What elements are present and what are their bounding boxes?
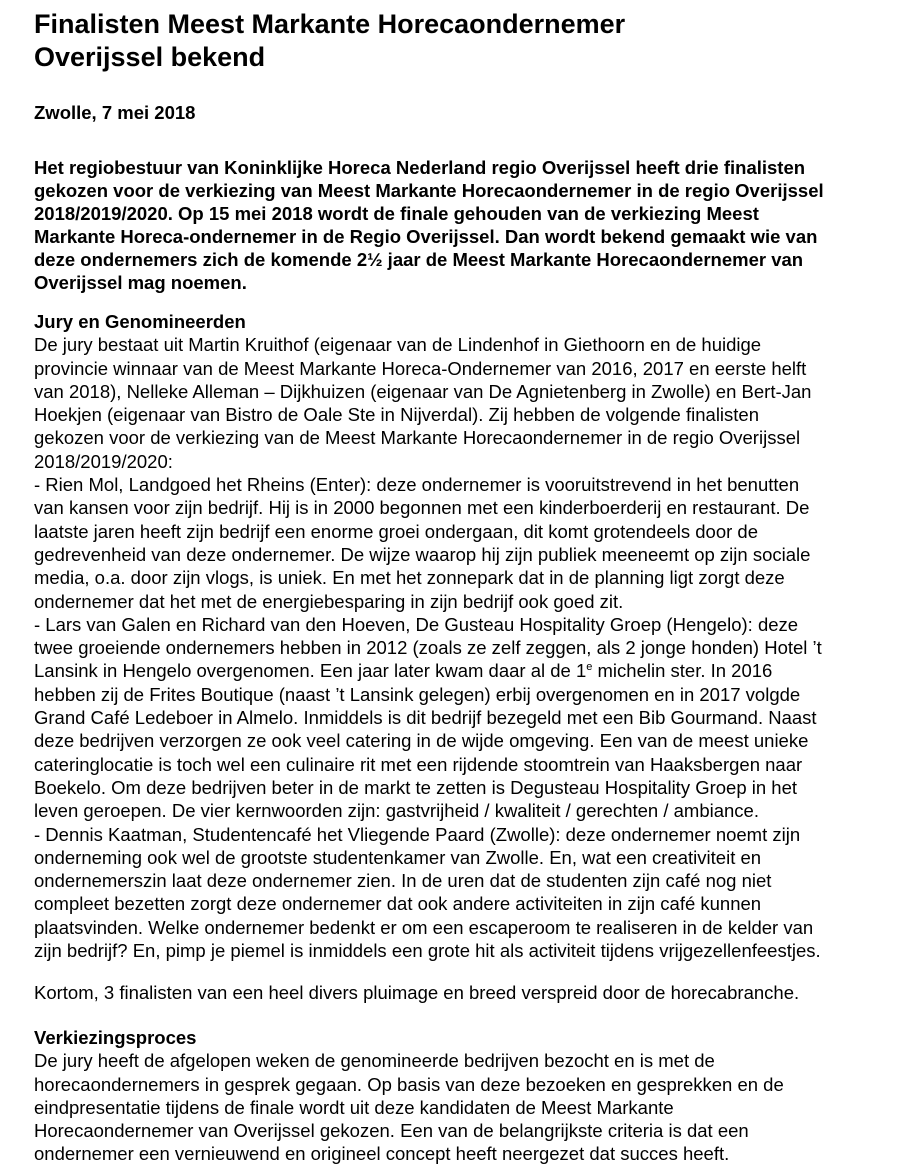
body-line: ondernemer een vernieuwend en origineel concept heeft neergezet dat succes heeft. — [34, 1143, 730, 1165]
body-line: horecaondernemers in gesprek gegaan. Op basis van deze bezoeken en gesprekken en de — [34, 1073, 784, 1095]
body-line: Hoekjen (eigenaar van Bistro de Oale Ste in Nijverdal). Zij hebben de volgende finalisten — [34, 404, 760, 426]
lead-line: Overijssel mag noemen. — [34, 272, 247, 293]
body-line: gekozen voor de verkiezing van de Meest Markante Horecaondernemer in de regio Overijssel — [34, 427, 801, 449]
body-line: cateringlocatie is toch wel een culinaire rit met een rijdende stoomtrein van Haaksbergen naar — [34, 753, 803, 775]
body-line: deze bedrijven verzorgen ze ook veel catering in de wijde omgeving. Een van de meest unieke — [34, 730, 809, 752]
body-line: van 2018), Nelleke Alleman – Dijkhuizen (eigenaar van De Agnietenberg in Zwolle) en Bert-Jan — [34, 380, 812, 402]
lead-line: 2018/2019/2020. Op 15 mei 2018 wordt de finale gehouden van de verkiezing Meest — [34, 203, 759, 224]
page-title — [34, 8, 902, 74]
summary-paragraph — [34, 981, 799, 1004]
body-line: De jury heeft de afgelopen weken de genomineerde bedrijven bezocht en is met de — [34, 1050, 715, 1072]
press-release-document — [34, 8, 902, 1165]
body-line: media, o.a. door zijn vlogs, is uniek. En met het zonnepark dat in de planning ligt zorgt deze — [34, 567, 785, 589]
lead-line: deze ondernemers zich de komende 2½ jaar de Meest Markante Horecaondernemer van — [34, 249, 804, 270]
title-line: Finalisten Meest Markante Horecaondernemer — [34, 9, 626, 39]
body-line: leven geroepen. De vier kernwoorden zijn: gastvrijheid / kwaliteit / gerechten / ambiance. — [34, 800, 759, 822]
body-line: van kansen voor zijn bedrijf. Hij is in 2000 begonnen met een kinderboerderij en restaurant. De — [34, 497, 810, 519]
body-line: - Dennis Kaatman, Studentencafé het Vliegende Paard (Zwolle): deze ondernemer noemt zijn — [34, 823, 801, 845]
body-line: ondernemerszin laat deze ondernemer zien. In de uren dat de studenten zijn café nog niet — [34, 870, 772, 892]
lead-line: gekozen voor de verkiezing van Meest Markante Horecaondernemer in de regio Overijssel — [34, 180, 824, 201]
body-line: gedrevenheid van deze ondernemer. De wijze waarop hij zijn publiek meeneemt op zijn sociale — [34, 543, 811, 565]
section-heading: Verkiezingsproces — [34, 1027, 197, 1048]
lead-line: Het regiobestuur van Koninklijke Horeca Nederland regio Overijssel heeft drie finalisten — [34, 157, 806, 178]
section-heading: Jury en Genomineerden — [34, 311, 246, 332]
body-line: - Lars van Galen en Richard van den Hoeven, De Gusteau Hospitality Groep (Hengelo): deze — [34, 613, 799, 635]
body-line: onderneming ook wel de grootste studentenkamer van Zwolle. En, wat een creativiteit en — [34, 846, 762, 868]
body-line: De jury bestaat uit Martin Kruithof (eigenaar van de Lindenhof in Giethoorn en de huidige — [34, 334, 762, 356]
lead-line: Markante Horeca-ondernemer in de Regio Overijssel. Dan wordt bekend gemaakt wie van — [34, 226, 818, 247]
body-line: - Rien Mol, Landgoed het Rheins (Enter): deze ondernemer is vooruitstrevend in het benutten — [34, 474, 800, 496]
body-line: laatste jaren heeft zijn bedrijf een enorme groei ondergaan, dit komt grotendeels door de — [34, 520, 759, 542]
body-line: hebben zij de Frites Boutique (naast ’t Lansink gelegen) erbij overgenomen en in 2017 volgde — [34, 683, 801, 705]
body-line: 2018/2019/2020: — [34, 450, 173, 472]
body-line: eindpresentatie tijdens de finale wordt uit deze kandidaten de Meest Markante — [34, 1096, 674, 1118]
ordinal-superscript: e — [586, 661, 593, 674]
body-line: plaatsvinden. Welke ondernemer bedenkt er om een escaperoom te realiseren in de kelder van — [34, 916, 814, 938]
lead-paragraph — [34, 156, 824, 294]
body-line: Grand Café Ledeboer in Almelo. Inmiddels is dit bedrijf bezegeld met een Bib Gourmand. Naast — [34, 707, 817, 729]
body-line: zijn bedrijf? En, pimp je piemel is inmiddels een grote hit als activiteit tijdens vrijgezellenfeestjes. — [34, 940, 821, 962]
process-section — [34, 1026, 784, 1166]
body-line: Boekelo. Om deze bedrijven beter in de markt te zetten is Degusteau Hospitality Groep in het — [34, 776, 798, 798]
body-line-part: Lansink in Hengelo overgenomen. Een jaar later kwam daar al de 1 — [34, 660, 587, 682]
body-line: Horecaondernemer van Overijssel gekozen. Een van de belangrijkste criteria is dat een — [34, 1120, 749, 1142]
body-line: compleet bezetten zorgt deze ondernemer dat ook andere activiteiten in zijn café kunnen — [34, 893, 762, 915]
title-line: Overijssel bekend — [34, 42, 266, 72]
dateline: Zwolle, 7 mei 2018 — [34, 102, 196, 123]
body-line: provincie winnaar van de Meest Markante Horeca-Ondernemer van 2016, 2017 en eerste helft — [34, 357, 807, 379]
body-line: twee groeiende ondernemers hebben in 2012 (zoals ze zelf zeggen, als 2 jonge honden) Hotel ’t — [34, 637, 822, 659]
summary-line: Kortom, 3 finalisten van een heel divers pluimage en breed verspreid door de horecabranche. — [34, 982, 800, 1003]
body-line: ondernemer dat het met de energiebesparing in zijn bedrijf ook goed zit. — [34, 590, 624, 612]
jury-section — [34, 310, 822, 962]
body-line-part: michelin ster. In 2016 — [592, 660, 773, 682]
body-line-michelin — [34, 659, 822, 682]
